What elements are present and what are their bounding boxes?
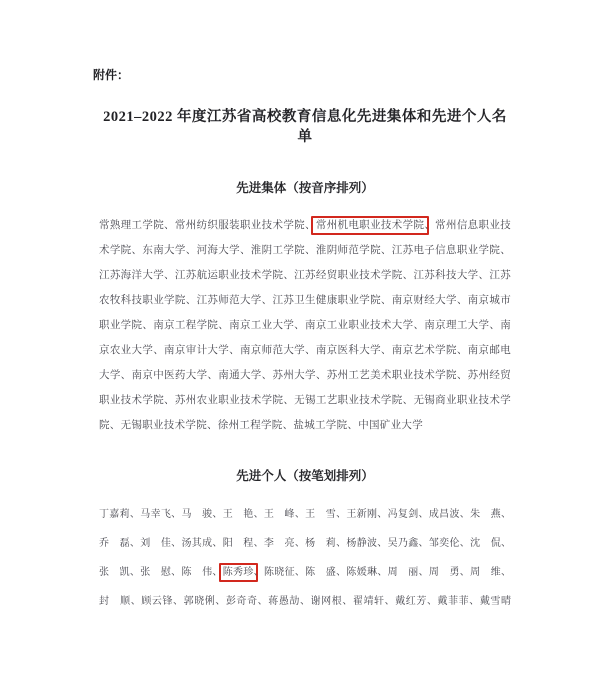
- names-line-3-before: 张 凯、张 慰、陈 伟、: [99, 567, 223, 578]
- collectives-heading: 先进集体（按音序排列）: [236, 181, 374, 195]
- names-line-1: 丁嘉莉、马幸飞、马 骏、王 艳、王 峰、王 雪、王新刚、冯复剑、成昌波、朱 燕、: [99, 509, 511, 520]
- attachment-label: 附件：: [93, 68, 130, 82]
- collectives-list: [99, 213, 511, 438]
- document-title: 2021–2022 年度江苏省高校教育信息化先进集体和先进个人名单: [103, 109, 507, 145]
- individuals-list: [99, 500, 511, 616]
- highlighted-collective-red-box: 常州机电职业技术学院: [311, 216, 429, 235]
- names-line-3-after: 、陈晓征、陈 盛、陈媛琳、周 丽、周 勇、周 维、: [253, 567, 512, 578]
- names-line-4: 封 顺、顾云锋、郭晓俐、彭奇奇、蒋愚劼、谢网根、翟靖轩、戴红芳、戴菲菲、戴雪晴: [99, 596, 511, 607]
- highlighted-individual-red-box: 陈秀珍: [219, 563, 258, 582]
- names-line-3: [99, 558, 511, 587]
- collectives-text-before: 常熟理工学院、常州纺织服装职业技术学院、: [99, 220, 316, 231]
- individuals-heading: 先进个人（按笔划排列）: [236, 469, 374, 483]
- names-line-2: 乔 磊、刘 佳、汤其成、阳 程、李 亮、杨 莉、杨静波、吴乃鑫、邹奕伦、沈 侃、: [99, 538, 511, 549]
- document-content: [93, 66, 512, 616]
- collectives-text-after: 、常州信息职业技术学院、东南大学、河海大学、淮阴工学院、淮阴师范学院、江苏电子信息职业学院、江苏海洋大学、江苏航运职业技术学院、江苏经贸职业技术学院、江苏科技大学、江苏农牧科技职业学院、江苏师范大学、江苏卫生健康职业学院、南京财经大学、南京城市职业学院、南京工程学院、南京工业大学、南京工业职业技术大学、南京理工大学、南京农业大学、南京审计大学、南京师范大学、南京医科大学、南京艺术学院、南京邮电大学、南京中医药大学、南通大学、苏州大学、苏州工艺美术职业技术学院、苏州经贸职业技术学院、苏州农业职业技术学院、无锡工艺职业技术学院、无锡商业职业技术学院、无锡职业技术学院、徐州工程学院、盐城工学院、中国矿业大学: [99, 220, 512, 431]
